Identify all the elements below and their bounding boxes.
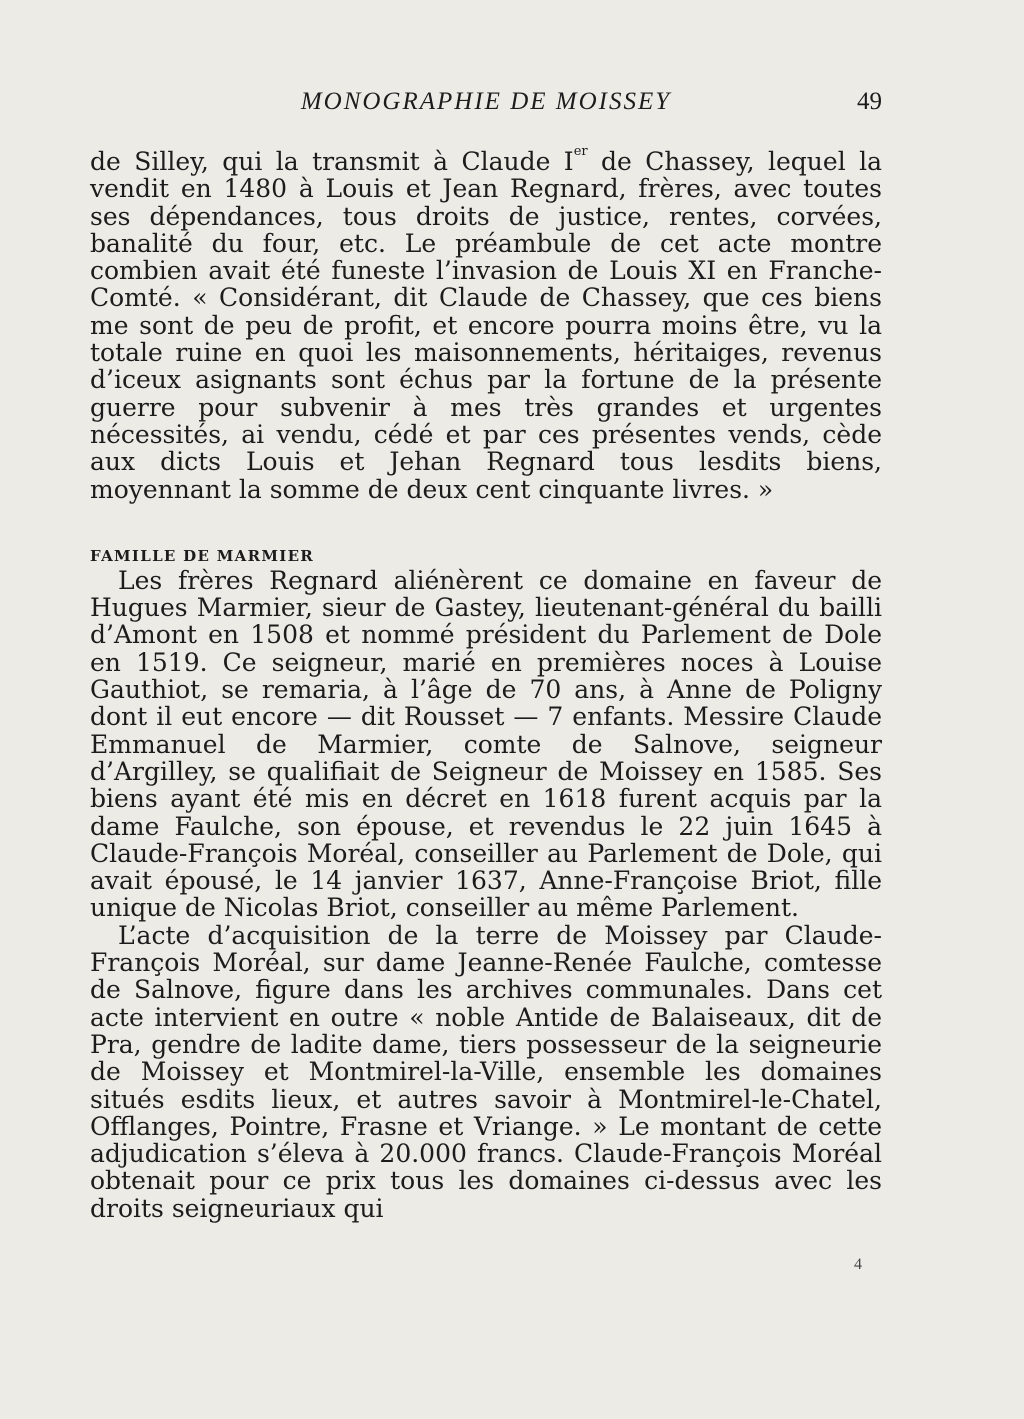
- page-body: [90, 144, 883, 1223]
- running-title: MONOGRAPHIE DE MOISSEY: [300, 88, 672, 115]
- ordinal-superscript: er: [573, 144, 588, 159]
- paragraph-1: [90, 144, 883, 504]
- paragraph-1-text-end: de Chassey, lequel la vendit en 1480 à Louis et Jean Regnard, frères, avec toutes ses dépendances, tous droits de justice, rentes, corvées, banalité du four, etc. Le préambule de cet acte montre combien avait été funeste l’invasion de Louis XI en Franche-Comté. « Considérant, dit Claude de Chassey, que ces biens me sont de peu de profit, et encore pourra moins être, vu la totale ruine en quoi les maisonnements, héritaiges, revenus d’iceux asignants sont échus par la fortune de la présente guerre pour subvenir à mes très grandes et urgentes nécessités, ai vendu, cédé et par ces présentes vends, cède aux dicts Louis et Jehan Regnard tous lesdits biens, moyennant la somme de deux cent cinquante livres. »: [90, 147, 883, 504]
- signature-mark: 4: [854, 1256, 862, 1273]
- page-number: 49: [857, 88, 882, 115]
- paragraph-2: Les frères Regnard aliénèrent ce domaine en faveur de Hugues Marmier, sieur de Gastey, lieutenant-général du bailli d’Amont en 1508 et nommé président du Parlement de Dole en 1519. Ce seigneur, marié en premières noces à Louise Gauthiot, se remaria, à l’âge de 70 ans, à Anne de Poligny dont il eut encore — dit Rousset — 7 enfants. Messire Claude Emmanuel de Marmier, comte de Salnove, seigneur d’Argilley, se qualifiait de Seigneur de Moissey en 1585. Ses biens ayant été mis en décret en 1618 furent acquis par la dame Faulche, son épouse, et revendus le 22 juin 1645 à Claude-François Moréal, conseiller au Parlement de Dole, qui avait épousé, le 14 janvier 1637, Anne-Françoise Briot, fille unique de Nicolas Briot, conseiller au même Parlement.: [90, 565, 882, 923]
- paragraph-1-text-start: de Silley, qui la transmit à Claude I: [90, 147, 574, 176]
- section-heading: FAMILLE DE MARMIER: [90, 546, 315, 565]
- paragraph-3: L’acte d’acquisition de la terre de Moissey par Claude-François Moréal, sur dame Jeanne-Renée Faulche, comtesse de Salnove, figure dans les archives communales. Dans cet acte intervient en outre « noble Antide de Balaiseaux, dit de Pra, gendre de ladite dame, tiers possesseur de la seigneurie de Moissey et Montmirel-la-Ville, ensemble les domaines situés esdits lieux, et autres savoir à Montmirel-le-Chatel, Offlanges, Pointre, Frasne et Vriange. » Le montant de cette adjudication s’éleva à 20.000 francs. Claude-François Moréal obtenait pour ce prix tous les domaines ci-dessus avec les droits seigneuriaux qui: [90, 920, 882, 1223]
- page-header: [90, 88, 882, 124]
